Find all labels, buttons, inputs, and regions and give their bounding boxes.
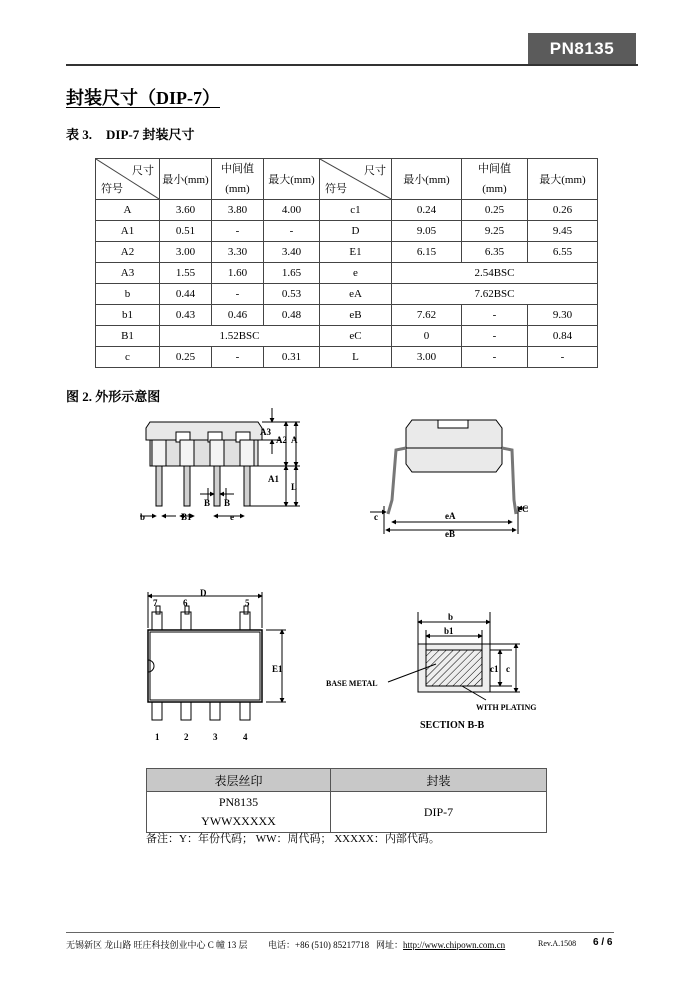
cell-symbol: c xyxy=(96,347,160,368)
label-l: L xyxy=(291,482,298,492)
pin-4-label: 4 xyxy=(243,732,248,742)
header-dimension-label: 尺寸 xyxy=(132,165,154,177)
label-ea: eA xyxy=(445,511,456,521)
header-symbol-label: 符号 xyxy=(101,183,123,195)
footer-phone: 电话：+86 (510) 85217718 xyxy=(268,940,370,950)
header-mid-2-line2: (mm) xyxy=(482,183,507,195)
marking-line-2: YWWXXXXX xyxy=(201,814,276,828)
cell-mid-2: - xyxy=(462,305,528,326)
marking-row xyxy=(147,792,547,833)
part-number-badge: PN8135 xyxy=(528,33,636,64)
label-eb: eB xyxy=(445,529,455,539)
cell-min-2: 3.00 xyxy=(392,347,462,368)
header-symbol-label-2: 符号 xyxy=(325,183,347,195)
label-a2: A2 xyxy=(276,435,287,445)
pin-7-label: 7 xyxy=(153,598,158,608)
cell-mid-2: 9.25 xyxy=(462,221,528,242)
footer-address: 无锡新区 龙山路 旺庄科技创业中心 C 幢 13 层 xyxy=(66,940,248,950)
label-section-c: c xyxy=(506,664,510,674)
cell-min-2: 9.05 xyxy=(392,221,462,242)
cell-min: 1.55 xyxy=(160,263,212,284)
cell-symbol-2: L xyxy=(320,347,392,368)
cell-max: - xyxy=(264,221,320,242)
label-a3: A3 xyxy=(260,427,271,437)
label-a: A xyxy=(291,435,298,445)
pin-6-label: 6 xyxy=(183,598,188,608)
cell-max: 0.31 xyxy=(264,347,320,368)
label-with-plating: WITH PLATING xyxy=(476,703,537,712)
marking-header: 表层丝印 xyxy=(147,769,331,792)
cell-mid: 3.30 xyxy=(212,242,264,263)
cell-symbol-2: c1 xyxy=(320,200,392,221)
header-min-2: 最小(mm) xyxy=(392,159,462,200)
cell-max: 4.00 xyxy=(264,200,320,221)
header-min: 最小(mm) xyxy=(160,159,212,200)
cell-symbol-2: D xyxy=(320,221,392,242)
cell-min: 3.60 xyxy=(160,200,212,221)
marking-note: 备注：Y：年份代码； WW：周代码； XXXXX：内部代码。 xyxy=(146,833,440,845)
header-mid-line1: 中间值 xyxy=(221,163,254,175)
footer-web-label: 网址： xyxy=(376,940,404,950)
label-e1: E1 xyxy=(272,664,283,674)
label-b: b xyxy=(140,512,146,522)
pin-5-label: 5 xyxy=(245,598,250,608)
table-caption-label: 表 3. xyxy=(66,127,93,142)
header-mid-line2: (mm) xyxy=(225,183,250,195)
cell-min-2: 0 xyxy=(392,326,462,347)
cell-mid: - xyxy=(212,221,264,242)
top-view xyxy=(148,592,286,720)
label-c: c xyxy=(374,512,378,522)
cell-min: 0.51 xyxy=(160,221,212,242)
cell-symbol: A1 xyxy=(96,221,160,242)
cell-symbol-2: eC xyxy=(320,326,392,347)
label-bb2: B xyxy=(224,498,231,508)
cell-mid: 3.80 xyxy=(212,200,264,221)
figure-caption: 图 2. 外形示意图 xyxy=(66,389,161,404)
cell-min-2: 0.24 xyxy=(392,200,462,221)
footer-web-link[interactable]: http://www.chipown.com.cn xyxy=(403,940,506,950)
cell-min: 3.00 xyxy=(160,242,212,263)
header-dimension-label-2: 尺寸 xyxy=(364,165,386,177)
pin-2-label: 2 xyxy=(184,732,189,742)
label-base-metal: BASE METAL xyxy=(326,679,378,688)
cell-symbol: A xyxy=(96,200,160,221)
cell-mid-2: - xyxy=(462,347,528,368)
package-cell: DIP-7 xyxy=(331,792,547,833)
label-bb1: B xyxy=(204,498,211,508)
cell-span: 1.52BSC xyxy=(160,326,320,347)
marking-cell xyxy=(147,792,331,833)
marking-table xyxy=(146,768,547,833)
cell-max-2: - xyxy=(528,347,598,368)
cell-max: 3.40 xyxy=(264,242,320,263)
pin-3-label: 3 xyxy=(213,732,218,742)
cell-symbol: B1 xyxy=(96,326,160,347)
pin-1-label: 1 xyxy=(155,732,160,742)
cell-min: 0.25 xyxy=(160,347,212,368)
cell-min: 0.44 xyxy=(160,284,212,305)
cell-symbol: A3 xyxy=(96,263,160,284)
cell-mid: - xyxy=(212,347,264,368)
cell-max-2: 9.30 xyxy=(528,305,598,326)
label-b1-upper: B1 xyxy=(181,512,192,522)
table-caption-title: DIP-7 封装尺寸 xyxy=(106,127,195,142)
cell-symbol-2: e xyxy=(320,263,392,284)
cell-max: 1.65 xyxy=(264,263,320,284)
cell-max: 0.48 xyxy=(264,305,320,326)
header-mid-2-line1: 中间值 xyxy=(478,163,511,175)
label-section-b: b xyxy=(448,612,454,622)
label-a1: A1 xyxy=(268,474,279,484)
cell-symbol-2: eA xyxy=(320,284,392,305)
footer-rule xyxy=(66,932,614,933)
cell-symbol: A2 xyxy=(96,242,160,263)
footer-revision: Rev.A.1508 xyxy=(538,939,577,948)
package-header: 封装 xyxy=(331,769,547,792)
cell-max-2: 0.26 xyxy=(528,200,598,221)
cell-span-2: 7.62BSC xyxy=(392,284,598,305)
cell-max-2: 9.45 xyxy=(528,221,598,242)
label-e: e xyxy=(230,512,234,522)
footer-website xyxy=(376,938,505,951)
cell-mid: 1.60 xyxy=(212,263,264,284)
page-number: 6 / 6 xyxy=(593,937,613,948)
cell-mid-2: 6.35 xyxy=(462,242,528,263)
cell-mid-2: 0.25 xyxy=(462,200,528,221)
cell-symbol-2: E1 xyxy=(320,242,392,263)
cell-mid: - xyxy=(212,284,264,305)
cell-span-2: 2.54BSC xyxy=(392,263,598,284)
header-max: 最大(mm) xyxy=(264,159,320,200)
cell-symbol: b xyxy=(96,284,160,305)
cell-max: 0.53 xyxy=(264,284,320,305)
marking-line-1: PN8135 xyxy=(218,795,259,809)
label-ec: eC xyxy=(518,504,529,514)
cell-symbol-2: eB xyxy=(320,305,392,326)
marking-header-row xyxy=(147,769,547,792)
label-section-bb: SECTION B-B xyxy=(420,720,485,731)
cell-mid: 0.46 xyxy=(212,305,264,326)
section-title: 封装尺寸（DIP-7） xyxy=(66,88,220,108)
label-section-c1: c1 xyxy=(490,664,499,674)
label-d: D xyxy=(200,588,207,598)
section-view xyxy=(388,612,520,700)
cell-mid-2: - xyxy=(462,326,528,347)
side-view xyxy=(140,408,300,516)
cell-max-2: 0.84 xyxy=(528,326,598,347)
cell-min-2: 6.15 xyxy=(392,242,462,263)
header-max-2: 最大(mm) xyxy=(528,159,598,200)
cell-min: 0.43 xyxy=(160,305,212,326)
label-section-b1: b1 xyxy=(444,626,454,636)
cell-max-2: 6.55 xyxy=(528,242,598,263)
cell-min-2: 7.62 xyxy=(392,305,462,326)
cell-symbol: b1 xyxy=(96,305,160,326)
